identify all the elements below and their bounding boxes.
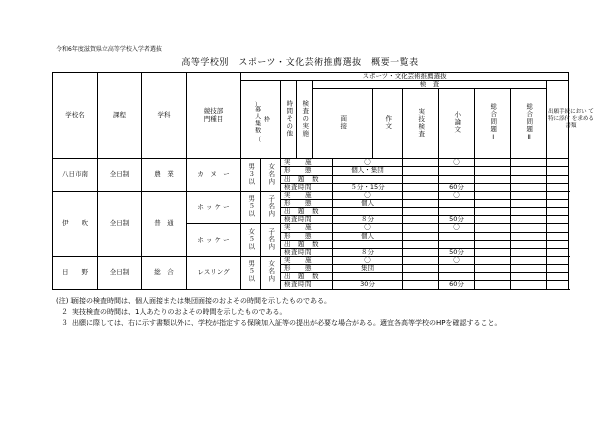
col-quota: （募人集数） 枠 — [241, 81, 281, 159]
note-label: ３ — [61, 318, 68, 327]
col-shoronbun: 小論文 — [439, 89, 475, 159]
practical-time: 50分 — [439, 248, 475, 256]
school-name: 伊 吹 — [53, 191, 98, 256]
sub-label-count: 出 題 数 — [281, 273, 333, 281]
interview-time: ８分 — [333, 248, 403, 256]
sub-label-count: 出 題 数 — [281, 240, 333, 248]
col-interview: 面接 — [313, 89, 373, 159]
interview-impl: 〇 — [333, 191, 403, 199]
note-line — [56, 318, 501, 329]
interview-time: ８分 — [333, 216, 403, 224]
quota-b: 子名内 — [261, 191, 281, 224]
note-label: ２ — [61, 307, 68, 316]
document-title: 高等学校別 スポーツ・文化芸術推薦選抜 概要一覧表 — [181, 58, 419, 68]
interview-impl: 〇 — [333, 159, 403, 167]
note-line — [56, 307, 501, 318]
event-name: レスリング — [187, 256, 241, 289]
sub-label-impl: 実 施 — [281, 224, 333, 232]
school-name: 八日市南 — [53, 159, 98, 192]
interview-form: 個人・集団 — [333, 167, 403, 175]
sub-label-form: 形 態 — [281, 232, 333, 240]
practical-time: 60分 — [439, 281, 475, 289]
quota-a: 男５以 — [241, 256, 261, 289]
practical-impl: 〇 — [439, 191, 475, 199]
quota-a: 男５以 — [241, 191, 261, 224]
school-dept: 農 業 — [142, 159, 187, 192]
col-exam-impl: 検査の実施 — [297, 81, 313, 159]
interview-count — [333, 175, 403, 183]
interview-time: ５分・15分 — [333, 183, 403, 191]
practical-impl: 〇 — [439, 159, 475, 167]
practical-time: 60分 — [439, 183, 475, 191]
sub-label-form: 形 態 — [281, 199, 333, 207]
sub-label-count: 出 題 数 — [281, 175, 333, 183]
sub-label-count: 出 題 数 — [281, 208, 333, 216]
interview-time: 30分 — [333, 281, 403, 289]
practical-impl: 〇 — [439, 256, 475, 264]
col-docs: 出願手続におい て特に添付 を求める書類 — [547, 81, 569, 159]
event-name: ホ ッ ケ ー — [187, 224, 241, 257]
interview-impl: 〇 — [333, 256, 403, 264]
sub-label-impl: 実 施 — [281, 256, 333, 264]
col-event: 競技部門種目 — [187, 73, 241, 159]
col-school: 学校名 — [53, 73, 98, 159]
col-time-etc: 時間その他 — [281, 81, 297, 159]
sub-label-time: 検査時間 — [281, 281, 333, 289]
sub-label-form: 形 態 — [281, 265, 333, 273]
quota-b: 女名内 — [261, 256, 281, 289]
school-course: 全日制 — [98, 256, 142, 289]
col-essay: 作文 — [373, 89, 403, 159]
summary-table — [52, 72, 594, 290]
exam-header: 検 査 — [313, 81, 547, 89]
col-sogo1: 総合問題Ⅰ — [475, 89, 511, 159]
sub-label-impl: 実 施 — [281, 191, 333, 199]
school-course: 全日制 — [98, 159, 142, 192]
event-name: カ ヌ ー — [187, 159, 241, 192]
school-dept: 総 合 — [142, 256, 187, 289]
school-course: 全日制 — [98, 191, 142, 256]
event-name: ホ ッ ケ ー — [187, 191, 241, 224]
quota-a: 男３以 — [241, 159, 261, 192]
practical-impl: 〇 — [439, 224, 475, 232]
col-sogo2: 総合問題Ⅱ — [511, 89, 547, 159]
school-name: 日 野 — [53, 256, 98, 289]
interview-form: 集団 — [333, 265, 403, 273]
quota-a: 女５以 — [241, 224, 261, 257]
col-course: 課程 — [98, 73, 142, 159]
note-text: 出願に際しては、右に示す書類以外に、学校が指定する保険加入証等の提出が必要な場合がある。適宜各高等学校のHPを確認すること。 — [72, 318, 502, 327]
sub-label-impl: 実 施 — [281, 159, 333, 167]
interview-form: 個人 — [333, 199, 403, 207]
quota-b: 女名内 — [261, 159, 281, 192]
col-dept: 学科 — [142, 73, 187, 159]
sub-label-form: 形 態 — [281, 167, 333, 175]
col-practical: 実技検査 — [403, 89, 439, 159]
interview-impl: 〇 — [333, 224, 403, 232]
notes — [56, 296, 501, 329]
sub-label-time: 検査時間 — [281, 248, 333, 256]
school-dept: 普 通 — [142, 191, 187, 256]
note-text: 面接の検査時間は、個人面接または集団面接のおよその時間を示したものである。 — [72, 297, 331, 305]
sub-label-time: 検査時間 — [281, 183, 333, 191]
practical-time: 50分 — [439, 216, 475, 224]
note-text: 実技検査の時間は、1人あたりのおよその時間を示したものである。 — [72, 307, 287, 316]
sub-label-time: 検査時間 — [281, 216, 333, 224]
era-line: 令和6年度滋賀県立高等学校入学者選抜 — [56, 46, 162, 53]
interview-form: 個人 — [333, 232, 403, 240]
quota-b: 子名内 — [261, 224, 281, 257]
note-line — [56, 296, 501, 307]
note-label: (注)１ — [56, 297, 76, 305]
section-title: スポーツ・文化芸術推薦選抜 — [241, 73, 569, 81]
